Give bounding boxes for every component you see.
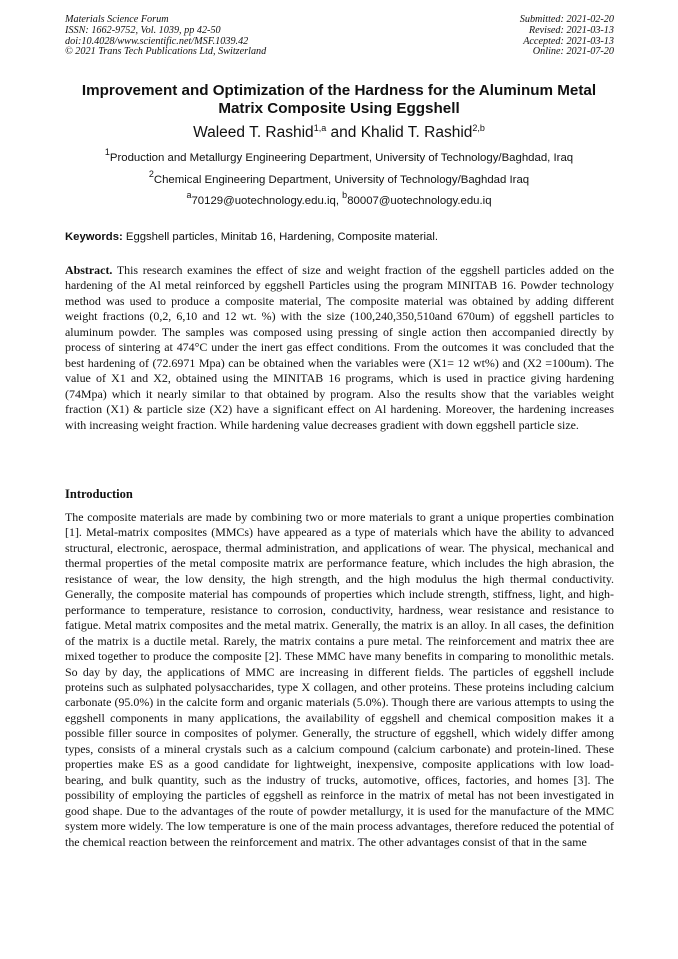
- affiliation-1: [40, 147, 638, 165]
- abstract-text: This research examines the effect of size and weight fraction of the eggshell particles added on the hardening of the Al metal reinforced by eggshell Particles using the program MINITAB 16. Powder technology method was used to produce a composite material, The composite material was obtained by adding different weight fractions (0,2, 6,10 and 12 wt. %) with the size (100,240,350,510and 670um) of eggshell particles to aluminum powder. The samples was composed using pressing of single action then accompanied directly by process of sintering at 474°C under the inert gas effect conditions. From the outcomes it was concluded that the best hardening of (72.6971 Mpa) can be obtained when the variables were (X1= 12 wt%) and (X2 =100um). The value of X1 and X2, obtained using the MINITAB 16 programs, which is used in practice giving hardening (74Mpa) which it nearly similar to that obtained by program. Also the results show that the variables weight fraction (X1) & particle size (X2) have a significant effect on Al hardening. Moreover, the hardening increases with increasing weight fraction. While hardening value decreases gradient with down eggshell particle size.: [65, 263, 614, 432]
- author-conjunction: and: [326, 124, 361, 141]
- doi-line: doi:10.4028/www.scientific.net/MSF.1039.42: [65, 35, 249, 47]
- paper-title: Improvement and Optimization of the Hardness for the Aluminum Metal Matrix Composite Using Eggshell: [81, 82, 597, 117]
- affiliation-1-text: Production and Metallurgy Engineering Department, University of Technology/Baghdad, Iraq: [109, 152, 574, 164]
- affiliation-2: [40, 169, 638, 187]
- author-2-affiliation-mark: 2,b: [472, 123, 485, 133]
- email-a[interactable]: 70129@uotechnology.edu.iq: [191, 195, 336, 207]
- accepted-date: Accepted: 2021-03-13: [523, 35, 614, 47]
- submitted-date: Submitted: 2021-02-20: [519, 14, 614, 25]
- journal-name: Materials Science Forum: [65, 14, 169, 25]
- journal-header-right: [520, 15, 614, 58]
- email-b-mark: b: [342, 190, 348, 200]
- copyright-line: © 2021 Trans Tech Publications Ltd, Switzerland: [65, 46, 267, 58]
- affiliation-2-text: Chemical Engineering Department, University of Technology/Baghdad Iraq: [153, 174, 530, 186]
- abstract-paragraph: [65, 263, 614, 433]
- author-1-affiliation-mark: 1,a: [313, 123, 327, 133]
- email-a-mark: a: [186, 190, 192, 200]
- keywords-label: Keywords:: [65, 231, 123, 243]
- introduction-heading: Introduction: [65, 487, 133, 501]
- author-2: Khalid T. Rashid: [360, 124, 473, 141]
- revised-date: Revised: 2021-03-13: [528, 24, 614, 36]
- author-list: [62, 124, 616, 142]
- issn-line: ISSN: 1662-9752, Vol. 1039, pp 42-50: [65, 24, 221, 36]
- author-emails: [40, 190, 638, 208]
- email-b[interactable]: 80007@uotechnology.edu.iq: [347, 195, 492, 207]
- affiliation-2-mark: 2: [148, 169, 154, 179]
- email-separator: ,: [335, 195, 343, 207]
- online-date: Online: 2021-07-20: [532, 46, 614, 58]
- introduction-paragraph: The composite materials are made by combining two or more materials to grant a unique properties combination [1]. Metal-matrix composites (MMCs) have appeared as a type of materials which have the ability to advanced structural, electronic, aerospace, thermal administration, and applications of wear. The physical, mechanical and thermal properties of the metal composite matrix are performance feature, which includes the high abrasion, the resistance of wear, the low density, the high strength, and the high modulus the high thermal conductivity. Generally, the composite material has compounds of properties which include strength, stiffness, light, and high-performance to temperature, resistance to corrosion, conductivity, hardness, wear resistance and resistance to fatigue. Metal matrix composites and the metal matrix. Generally, the matrix is an alloy. In all cases, the definition of the matrix is a ductile metal. Rarely, the matrix contains a pure metal. The reinforcement and matrix thee are mixed together to produce the composite [2]. These MMC have many benefits in comparing to monolithic metals. So day by day, the applications of MMC are increasing in different fields. The particles of eggshell include proteins such as sulphated polysaccharides, type X collagen, and other proteins. These proteins including calcium carbonate (95.0%) in the calcite form and organic materials (5.0%). Though there are various attempts to using the eggshell components in many applications, the availability of eggshell and chemical composition makes it a possible filler source in composites of polymer. Generally, the structure of eggshell, which widely differ among types, consists of a mineral crystals such as a calcium compound (calcium carbonate) and protein-lined. These properties make ES as a good candidate for lightweight, inexpensive, composite applications with low load-bearing, and bulk quantity, such as the industry of trucks, automotive, offices, factories, and homes [3]. The possibility of employing the particles of eggshell as reinforce in the matrix of metal has not been investigated in good shape. Due to the advantages of the route of powder metallurgy, it is used for the manufacture of the MMC system more widely. The low temperature is one of the main process advantages, therefore reduced the potential of the chemical reaction between the reinforcement and matrix. The other advantages consist of that in the same: [65, 510, 614, 849]
- journal-header-left: [65, 15, 266, 58]
- keywords-line: [65, 230, 615, 244]
- abstract-label: Abstract.: [65, 263, 113, 277]
- author-1: Waleed T. Rashid: [193, 124, 314, 141]
- affiliation-1-mark: 1: [104, 147, 110, 157]
- keywords-text: Eggshell particles, Minitab 16, Hardening, Composite material.: [122, 231, 438, 243]
